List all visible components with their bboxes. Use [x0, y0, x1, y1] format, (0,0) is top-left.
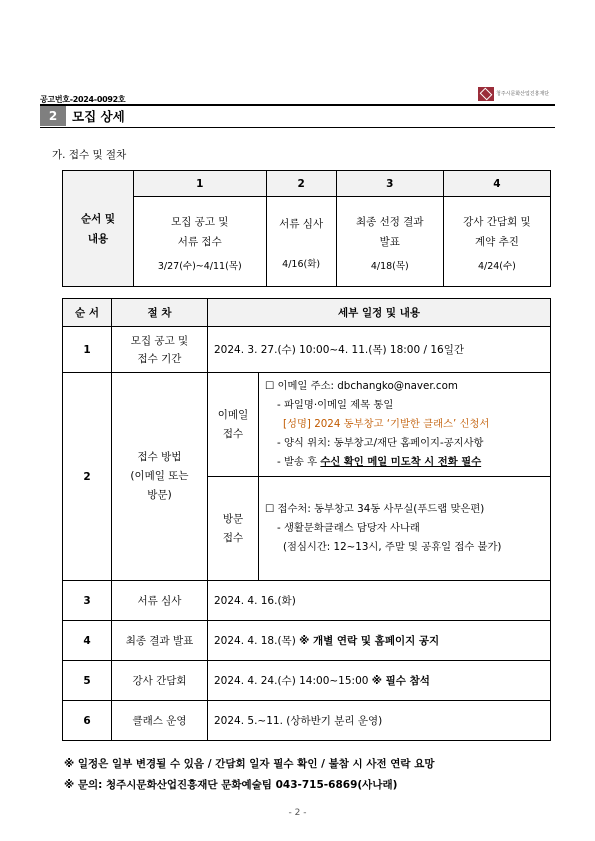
- schedule-summary-table: [62, 170, 551, 287]
- step-cell: [134, 197, 267, 287]
- confirm-line: [265, 453, 544, 472]
- step-number: 3: [336, 171, 443, 197]
- step-number: 1: [134, 171, 267, 197]
- row-step: 클래스 운영: [112, 701, 208, 741]
- section-number-badge: 2: [40, 106, 66, 126]
- schedule-change-note: ※ 일정은 일부 변경될 수 있음 / 간담회 일자 필수 확인 / 불참 시 사전 연락 요망: [64, 758, 435, 770]
- subheading: 가. 접수 및 절차: [52, 149, 127, 161]
- row-step: 최종 결과 발표: [112, 621, 208, 661]
- filename-format-line: [성명] 2024 동부창고 ‘기발한 클래스’ 신청서: [283, 418, 490, 430]
- schedule-detail-table: [62, 298, 551, 741]
- row-detail: [208, 661, 551, 701]
- visit-location-line: ☐ 접수처: 동부창고 34동 사무실(푸드랩 맞은편): [265, 503, 485, 515]
- step-desc: 최종 선정 결과 발표: [356, 215, 424, 248]
- row-detail-text: 2024. 4. 24.(수) 14:00~15:00: [214, 675, 372, 687]
- step-date: 4/18(목): [370, 260, 409, 272]
- row-detail-note: ※ 개별 연락 및 홈페이지 공지: [299, 635, 440, 647]
- row-number: 4: [63, 621, 112, 661]
- row-step: 서류 심사: [112, 581, 208, 621]
- section-rule: [40, 127, 555, 128]
- visit-method-detail: [259, 477, 551, 581]
- row-detail: 2024. 4. 16.(화): [208, 581, 551, 621]
- step-desc: 서류 심사: [279, 217, 324, 230]
- email-method-detail: [259, 373, 551, 477]
- filename-rule-line: - 파일명·이메일 제목 통일: [277, 399, 394, 411]
- summary-row-label: [63, 171, 134, 287]
- step-number: 4: [443, 171, 550, 197]
- row-number: 3: [63, 581, 112, 621]
- row-number: 2: [63, 373, 112, 581]
- step-cell: [336, 197, 443, 287]
- step-date: 4/24(수): [477, 260, 516, 272]
- col-header-order: 순 서: [63, 299, 112, 327]
- step-desc: 모집 공고 및 서류 접수: [171, 215, 229, 248]
- step-desc: 강사 간담회 및 계약 추진: [463, 215, 531, 248]
- col-header-detail: 세부 일정 및 내용: [208, 299, 551, 327]
- notice-number: 공고번호-2024-0092호: [40, 95, 126, 104]
- logo-mark-icon: [478, 87, 494, 101]
- hours-note-line: (점심시간: 12~13시, 주말 및 공휴일 접수 불가): [283, 541, 502, 553]
- col-header-step: 절 차: [112, 299, 208, 327]
- foundation-logo: [478, 86, 568, 102]
- logo-text: 청주시문화산업진흥재단: [496, 91, 550, 97]
- step-cell: [443, 197, 550, 287]
- step-date: 4/16(화): [282, 258, 321, 270]
- row-step: 접수 방법 (이메일 또는 방문): [112, 373, 208, 581]
- page-number: - 2 -: [288, 808, 307, 818]
- confirm-line-prefix: - 발송 후: [277, 456, 321, 468]
- row-detail: 2024. 3. 27.(수) 10:00~4. 11.(목) 18:00 / 16일간: [208, 327, 551, 373]
- step-cell: [266, 197, 336, 287]
- row-detail-text: 2024. 4. 18.(목): [214, 635, 300, 647]
- contact-note: ※ 문의: 청주시문화산업진흥재단 문화예술팀 043-715-6869(사나래): [64, 779, 398, 791]
- row-step: 모집 공고 및 접수 기간: [112, 327, 208, 373]
- section-title: 모집 상세: [72, 109, 125, 124]
- visit-method-label: 방문 접수: [208, 477, 259, 581]
- contact-person-line: - 생활문화클래스 담당자 사나래: [277, 522, 420, 534]
- form-location-line: - 양식 위치: 동부창고/재단 홈페이지-공지사항: [277, 437, 484, 449]
- row-number: 5: [63, 661, 112, 701]
- email-method-label: 이메일 접수: [208, 373, 259, 477]
- confirm-line-emphasis: 수신 확인 메일 미도착 시 전화 필수: [320, 456, 482, 468]
- step-date: 3/27(수)~4/11(목): [157, 260, 242, 272]
- email-address-line: ☐ 이메일 주소: dbchangko@naver.com: [265, 380, 458, 392]
- step-number: 2: [266, 171, 336, 197]
- row-detail-note: ※ 필수 참석: [371, 675, 430, 687]
- row-number: 1: [63, 327, 112, 373]
- summary-row-label-text: 순서 및 내용: [80, 212, 116, 245]
- row-step: 강사 간담회: [112, 661, 208, 701]
- row-detail: 2024. 5.~11. (상하반기 분리 운영): [208, 701, 551, 741]
- row-number: 6: [63, 701, 112, 741]
- row-detail: [208, 621, 551, 661]
